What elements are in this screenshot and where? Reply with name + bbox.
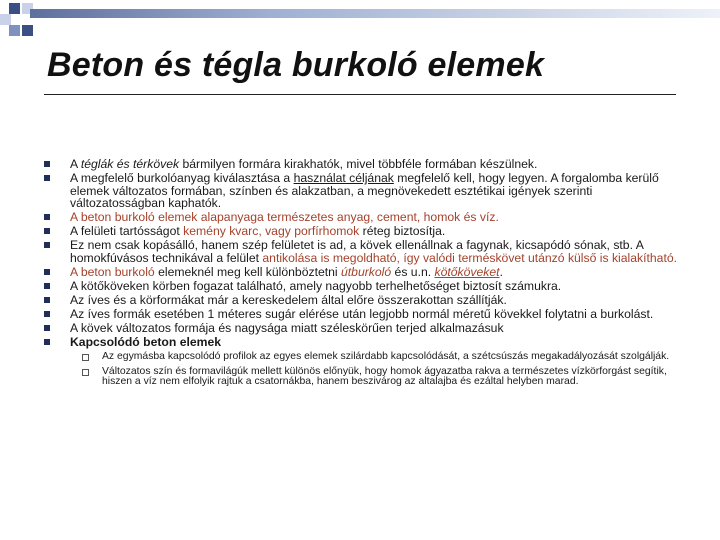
sub-bullet-text: Változatos szín és formavilágúk mellett különös előnyük, hogy homok ágyazatba rakva a természetes vízkörforgást segítik, hiszen a víz nem elfolyik rajtuk a csatornákba, hanem beszivárog az altalajba és ezáltal helyben marad. [102,365,667,388]
square-bullet-icon [44,175,50,181]
square-bullet-icon [44,283,50,289]
sub-bullet-item [74,352,684,363]
bullet-item [44,172,684,210]
bullet-text-segment: Az íves formák esetében 1 méteres sugár elérése után legjobb normál méretű kövekkel folytatni a burkolást. [70,306,654,321]
bullet-text-segment: Az íves és a körformákat már a kereskedelem által előre összerakottan szállítják. [70,292,507,307]
bullet-item [44,294,684,307]
bullet-item [44,158,684,171]
sub-bullet-list [44,352,684,388]
hollow-square-bullet-icon [82,369,89,376]
bullet-item [44,336,684,349]
bullet-text-segment: A [70,157,81,171]
square-bullet-icon [44,242,50,248]
square-bullet-icon [44,214,50,220]
bullet-text-segment: és u.n. [391,264,435,279]
bullet-text-segment: antikolása is megoldható, így valódi terméskövet utánzó külső is kialakítható. [262,250,678,265]
hollow-square-bullet-icon [82,354,89,361]
bullet-item [44,239,684,264]
bullet-text-segment: téglák és térkövek [80,157,180,171]
slide-title: Beton és tégla burkoló elemek [47,46,545,84]
square-bullet-icon [44,339,50,345]
bullet-text-segment: Ez nem csak kopásálló, hanem szép felületet is ad, a kövek ellenállnak a fagynak, kicsapódó sónak, stb. A homokfúvásos technikával a felület [70,238,644,265]
slide-content [44,158,684,392]
sub-bullet-item [74,367,684,388]
bullet-text-segment: réteg biztosítja. [359,224,446,238]
bullet-text-segment: A beton burkoló elemek alapanyaga [70,210,268,224]
bullet-text-segment: Kapcsolódó beton elemek [70,334,222,349]
square-bullet-icon [44,161,50,167]
square-bullet-icon [44,311,50,317]
bullet-list [44,158,684,348]
square-bullet-icon [44,269,50,275]
bullet-text-segment: A megfelelő burkolóanyag kiválasztása a [70,171,294,185]
square-bullet-icon [44,228,50,234]
square-bullet-icon [44,297,50,303]
top-gradient-bar [30,9,720,18]
corner-decoration [0,0,70,40]
bullet-text-segment: . [499,264,503,279]
bullet-text-segment: A felületi tartósságot [70,224,184,238]
bullet-item [44,225,684,238]
bullet-text-segment: bármilyen formára kirakhatók, mivel többféle formában készülnek. [179,157,538,171]
bullet-text-segment: útburkoló [341,264,392,279]
bullet-text-segment: A kötőköveken körben fogazat található, amely nagyobb terhelhetőséget biztosít számukra. [70,278,562,293]
bullet-text-segment: kötőköveket [434,264,500,279]
bullet-item [44,211,684,224]
bullet-item [44,280,684,293]
bullet-text-segment: természetes anyag, cement, homok és víz. [267,210,499,224]
bullet-text-segment: használat céljának [293,171,394,185]
bullet-text-segment: A beton burkoló [70,264,155,279]
bullet-text-segment: A kövek változatos formája és nagysága miatt széleskörűen terjed alkalmazásuk [70,320,504,335]
bullet-item [44,308,684,321]
title-underline [44,94,676,95]
square-bullet-icon [44,325,50,331]
bullet-item [44,266,684,279]
bullet-text-segment: kemény kvarc, vagy porfírhomok [183,224,360,238]
sub-bullet-text: Az egymásba kapcsolódó profilok az egyes elemek szilárdabb kapcsolódását, a szétcsúszás megakadályozását szolgálják. [102,351,670,362]
bullet-text-segment: elemeknél meg kell különböztetni [154,264,342,279]
bullet-text-segment: megfelelő kell, hogy legyen. A forgalomba kerülő elemek változatos formában, színben és alakzatban, a megnövekedett esztétikai igények szerinti változatosságban kaphatók. [70,171,659,210]
bullet-item [44,322,684,335]
